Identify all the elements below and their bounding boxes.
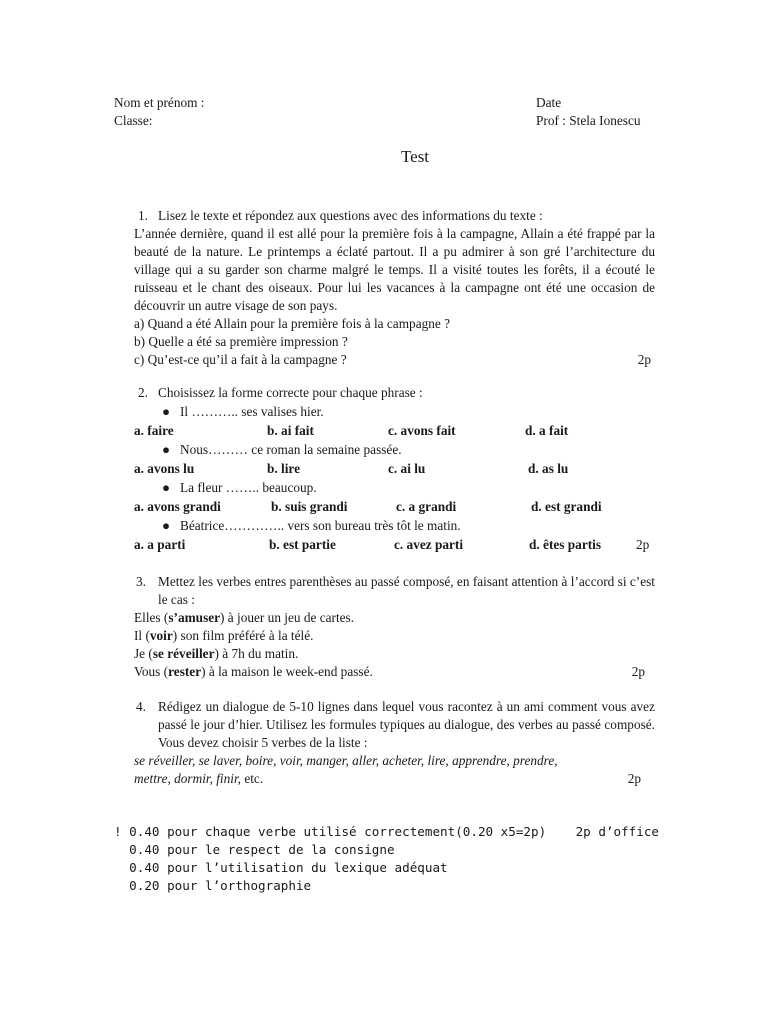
scoring-line-3: 0.40 pour l’utilisation du lexique adéquat [114,860,448,875]
question-1 [134,207,655,369]
q3-line-3-post: ) à 7h du matin. [214,646,299,661]
q2-2-option-a: a. avons lu [134,461,195,476]
q3-number: 3. [136,574,146,589]
q2-2-option-b: b. lire [267,461,300,476]
q1-text: L’année dernière, quand il est allé pour la première fois à la campagne, Allain a été frappé par la beauté de la nature. Le printemps a éclaté partout. Il a pu admirer à son gré l’architecture du village qui a su garder son charme malgré le temps. Il a visité toutes les forêts, il a écouté le ruisseau et le chant des oiseaux. Pour lui les vacances à la campagne ont été une occasion de découvrir un autre visage de son pays. [134,226,655,313]
q3-instruction-line [134,573,655,609]
q4-points: 2p [627,771,641,786]
bullet-icon: ● [162,404,171,419]
q2-3-option-b: b. suis grandi [271,499,348,514]
q2-instruction-line [134,384,655,403]
q2-3-option-c: c. a grandi [396,499,457,514]
q1-instruction: Lisez le texte et répondez aux questions avec des informations du texte : [158,208,543,223]
q4-number: 4. [136,699,146,714]
page-title: Test [400,147,430,166]
q2-points: 2p [636,537,650,552]
q2-options-1 [134,422,655,441]
q2-options-3 [134,498,655,517]
q2-1-option-a: a. faire [134,423,174,438]
q2-2-option-d: d. as lu [528,461,569,476]
q3-line-2-post: ) son film préféré à la télé. [172,628,314,643]
q3-line-2 [134,627,655,645]
q1-question-b: b) Quelle a été sa première impression ? [134,334,348,349]
q2-item-3 [134,479,655,498]
header-left [114,94,204,130]
question-2 [134,384,655,555]
q3-line-4-post: ) à la maison le week-end passé. [201,664,373,679]
q1-instruction-line [134,207,655,225]
q2-3-option-d: d. est grandi [531,499,602,514]
q3-line-3-pre: Je ( [134,646,153,661]
q2-sentence-2: Nous……… ce roman la semaine passée. [180,442,402,457]
prof-label: Prof : Stela Ionescu [536,113,641,128]
q2-sentence-1: Il ……….. ses valises hier. [180,404,324,419]
q1-question-c-line [134,351,655,369]
scoring-line-1 [114,823,659,841]
q2-4-option-d: d. êtes partis [529,537,602,552]
q2-sentence-4: Béatrice………….. vers son bureau très tôt le matin. [180,518,461,533]
q3-instruction: Mettez les verbes entres parenthèses au passé composé, en faisant attention à l’accord si c’est le cas : [158,574,655,607]
q2-options-2 [134,460,655,479]
date-label: Date [536,95,562,110]
name-label: Nom et prénom : [114,95,205,110]
scoring-line-4: 0.20 pour l’orthographie [114,878,312,893]
q3-points: 2p [631,664,645,679]
question-4 [134,698,655,788]
q2-item-4 [134,517,655,536]
bullet-icon: ● [162,442,171,457]
q2-1-option-c: c. avons fait [388,423,456,438]
q4-instruction: Rédigez un dialogue de 5-10 lignes dans lequel vous racontez à un ami comment vous avez passé le jour d’hier. Utilisez les formules typiques au dialogue, des verbes au passé composé. Vous devez choisir 5 verbes de la liste : [158,699,655,750]
bullet-icon: ● [162,518,171,533]
q3-line-1-verb: s’amuser [168,610,221,625]
question-3 [134,573,655,681]
header-right [536,94,641,130]
q2-3-option-a: a. avons grandi [134,499,221,514]
q2-4-option-b: b. est partie [269,537,336,552]
q1-question-c: c) Qu’est-ce qu’il a fait à la campagne ? [134,352,347,367]
q3-line-4-pre: Vous ( [134,664,169,679]
q2-4-option-c: c. avez parti [394,537,464,552]
q3-line-2-pre: Il ( [134,628,150,643]
scoring-line-2: 0.40 pour le respect de la consigne [114,842,395,857]
q2-item-1 [134,403,655,422]
q2-2-option-c: c. ai lu [388,461,426,476]
q2-sentence-3: La fleur …….. beaucoup. [180,480,317,495]
q4-instruction-line [134,698,655,752]
q2-4-option-a: a. a parti [134,537,186,552]
q3-line-4-verb: rester [168,664,202,679]
q2-item-2 [134,441,655,460]
q4-verbs-list-2: mettre, dormir, finir, [134,771,241,786]
class-label: Classe: [114,113,153,128]
q2-number: 2. [138,385,148,400]
q3-line-1-post: ) à jouer un jeu de cartes. [220,610,355,625]
q3-line-3 [134,645,655,663]
q4-verbs-line-1: se réveiller, se laver, boire, voir, manger, aller, acheter, lire, apprendre, prendre, [134,753,558,768]
bullet-icon: ● [162,480,171,495]
q2-options-4 [134,536,655,555]
q2-instruction: Choisissez la forme correcte pour chaque phrase : [158,385,423,400]
q3-line-4 [134,663,655,681]
scoring-line-1-text: ! 0.40 pour chaque verbe utilisé correctement(0.20 x5=2p) [114,824,547,839]
q1-points: 2p [637,352,651,367]
q3-line-1 [134,609,655,627]
q3-line-2-verb: voir [149,628,173,643]
q2-1-option-d: d. a fait [525,423,569,438]
scoring-office: 2p d’office [575,824,659,839]
q4-verbs-line-2 [134,770,655,788]
q1-question-a: a) Quand a été Allain pour la première fois à la campagne ? [134,316,451,331]
q4-verbs-tail: etc. [241,771,264,786]
scoring-section [114,823,659,895]
q2-1-option-b: b. ai fait [267,423,314,438]
q1-number: 1. [138,208,148,223]
q3-line-3-verb: se réveiller [152,646,215,661]
q3-line-1-pre: Elles ( [134,610,169,625]
